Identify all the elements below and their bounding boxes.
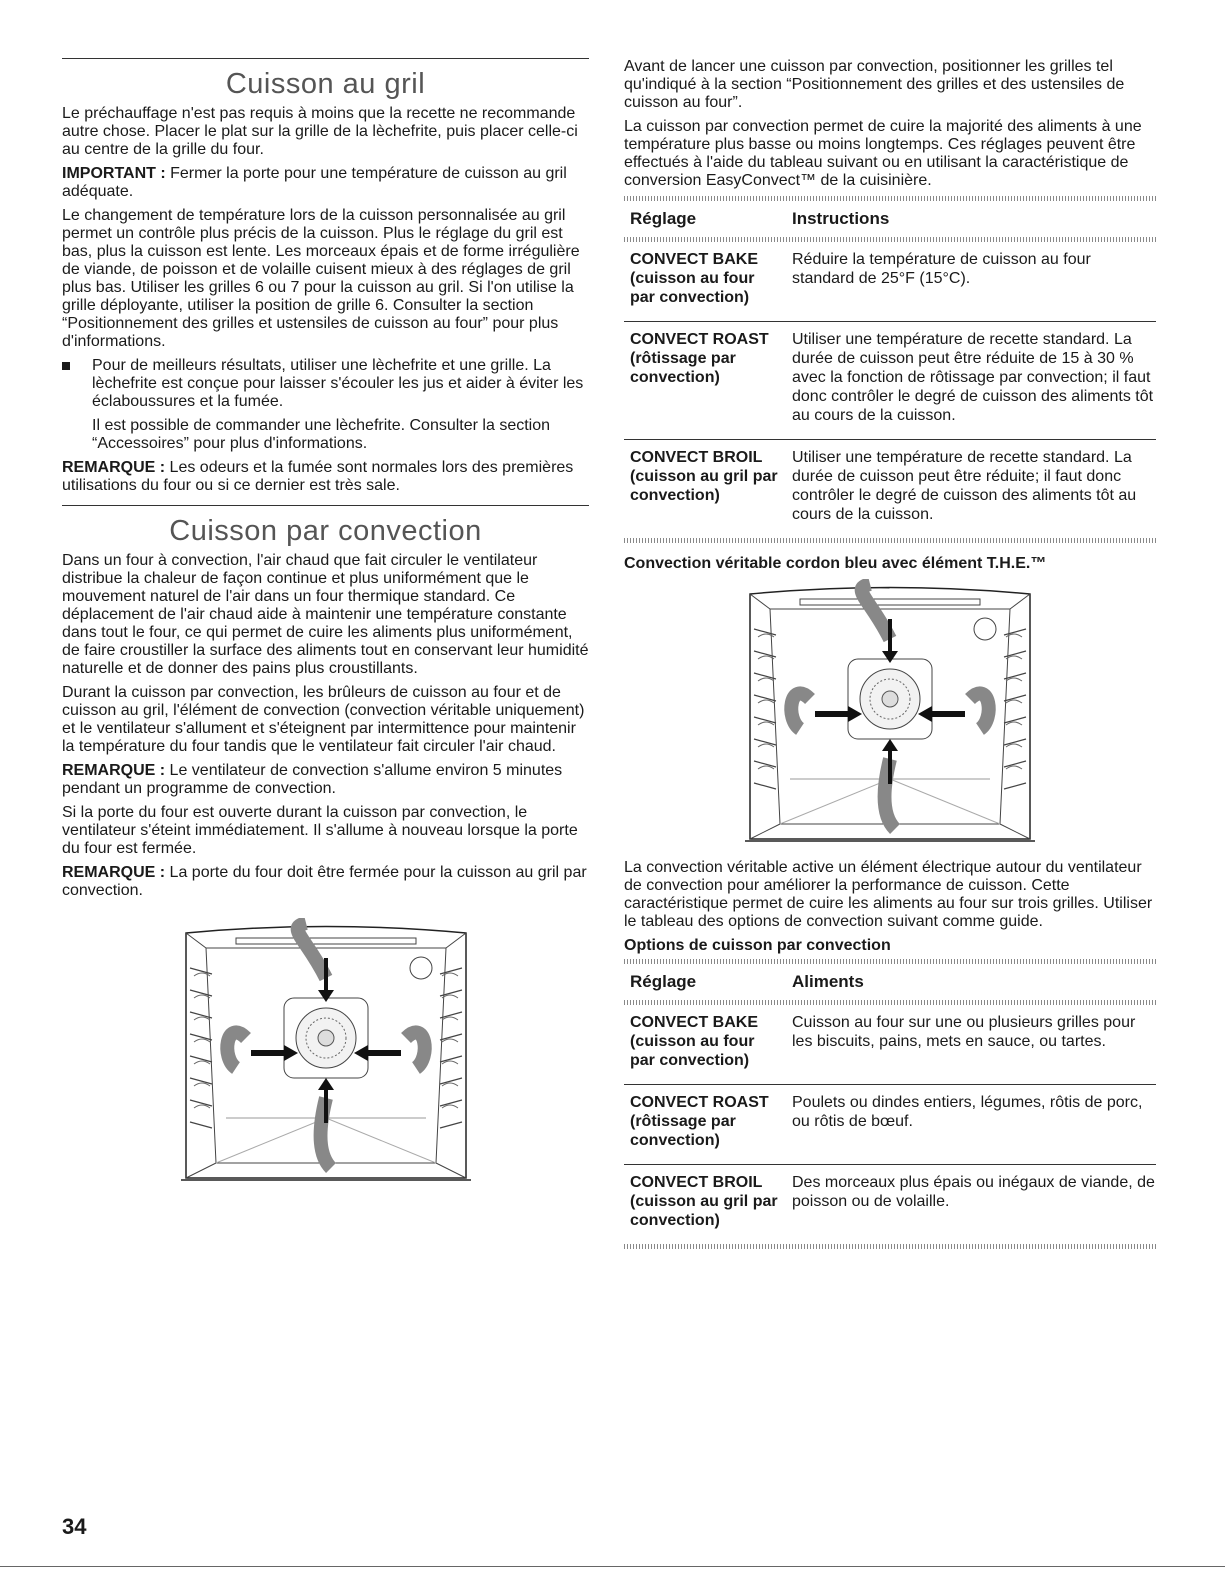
section-divider [62,58,589,59]
instruction-cell: Utiliser une température de recette standard. La durée de cuisson peut être réduite de 15 à 30 % avec la fonction de rôtissage par convection; il faut donc contrôler le degré de cuisson des aliments tôt au cours de la cuisson. [786,322,1156,440]
convection-remark-2 [62,864,589,900]
broil-indent-note: Il est possible de commander une lèchefrite. Consulter la section “Accessoires” pour plus d'informations. [92,417,551,452]
table-row [624,1165,1156,1245]
remark-label: REMARQUE : [62,762,166,779]
table-row [624,440,1156,539]
foods-cell: Des morceaux plus épais ou inégaux de viande, de poisson ou de volaille. [786,1165,1156,1245]
foods-cell: Cuisson au four sur une ou plusieurs grilles pour les biscuits, pains, mets en sauce, ou tartes. [792,1014,1136,1050]
right-paragraph-1: Avant de lancer une cuisson par convection, positionner les grilles tel qu'indiqué à la section “Positionnement des grilles et des ustensiles de cuisson au four”. [624,58,1125,111]
table-row [624,322,1156,440]
section-divider [62,505,589,506]
table-header-foods: Aliments [792,972,864,991]
setting-cell: CONVECT BROIL (cuisson au gril par convection) [624,1165,786,1245]
broil-bullet [62,357,589,411]
remark-label: REMARQUE : [62,459,166,476]
remark-text: Le ventilateur de convection s'allume environ 5 minutes pendant un programme de convection. [62,762,563,797]
convection-paragraph-1: Dans un four à convection, l'air chaud que fait circuler le ventilateur distribue la chaleur de façon continue et plus uniformément que le mouvement naturel de l'air dans un four thermique standard. Ce déplacement de l'air chaud aide à maintenir une température constante dans tout le four, ce qui permet de cuire les aliments plus uniformément, de faire croustiller la surface des aliments tout en conservant leur humidité naturelle et de donner des pains plus croustillants. [62,552,589,677]
table-bottom-hatch [624,1244,1156,1249]
setting-cell: CONVECT BAKE (cuisson au four par convection) [630,251,759,306]
table-bottom-hatch [624,538,1156,543]
convection-remark-1 [62,762,589,798]
setting-cell: CONVECT ROAST (rôtissage par convection) [624,1085,786,1165]
table-row [624,1005,1156,1085]
setting-cell: CONVECT BAKE (cuisson au four par convection) [630,1014,759,1069]
left-column [62,58,589,1188]
right-paragraph-2: La cuisson par convection permet de cuire la majorité des aliments à une température plus basse ou moins longtemps. Ces réglages peuvent être effectués à l'aide du tableau suivant ou en utilisant la caractéristique de conversion EasyConvect™ de la cuisinière. [624,118,1142,189]
table-header-row [624,201,1156,237]
instruction-cell: Réduire la température de cuisson au four standard de 25°F (15°C). [792,251,1091,287]
setting-cell: CONVECT BROIL (cuisson au gril par convection) [624,440,786,539]
page-bottom-rule [0,1566,1225,1567]
broil-remark [62,459,589,495]
convection-paragraph-3: Si la porte du four est ouverte durant la cuisson par convection, le ventilateur s'éteint immédiatement. Il s'allume à nouveau lorsque la porte du four est fermée. [62,804,578,857]
options-heading: Options de cuisson par convection [624,937,891,954]
true-convection-paragraph: La convection véritable active un élément électrique autour du ventilateur de convection pour améliorer la performance de cuisson. Cette caractéristique permet de cuire les aliments au four sur trois grilles. Utiliser le tableau des options de convection suivant comme guide. [624,859,1153,930]
important-label: IMPORTANT : [62,165,166,182]
instruction-cell: Utiliser une température de recette standard. La durée de cuisson peut être réduite; il faut donc contrôler le degré de cuisson des aliments tôt au cours de la cuisson. [786,440,1156,539]
remark-text: La porte du four doit être fermée pour la cuisson au gril par convection. [62,864,587,899]
broil-paragraph-1: Le préchauffage n'est pas requis à moins que la recette ne recommande autre chose. Placer le plat sur la grille de la lèchefrite, puis placer celle-ci au centre de la grille du four. [62,105,578,158]
table-header-setting: Réglage [630,209,697,228]
right-column [624,58,1156,1249]
bullet-square-icon [62,362,70,370]
broil-important [62,165,589,201]
true-convection-heading: Convection véritable cordon bleu avec élément T.H.E.™ [624,555,1047,572]
convection-settings-table [624,201,1156,538]
remark-label: REMARQUE : [62,864,166,881]
convection-paragraph-2: Durant la cuisson par convection, les brûleurs de cuisson au four et de cuisson au gril, l'élément de convection (convection véritable uniquement) et le ventilateur s'allument et s'éteignent par intermittence pour maintenir la température du four tandis que le ventilateur fait circuler l'air chaud. [62,684,585,755]
table-header-setting: Réglage [630,972,697,991]
setting-cell: CONVECT ROAST (rôtissage par convection) [624,322,786,440]
broil-paragraph-2: Le changement de température lors de la cuisson personnalisée au gril permet un contrôle plus précis de la cuisson. Plus le réglage du gril est bas, plus la cuisson est lente. Les morceaux épais et de forme irrégulière de viande, de poisson et de volaille cuisent mieux à des réglages de gril plus bas. Utiliser les grilles 6 ou 7 pour la cuisson au gril. Si l'on utilise la grille déployante, utiliser la position de grille 6. Consulter la section “Positionnement des grilles et ustensiles de cuisson au four” pour plus d'informations. [62,207,580,350]
broil-bullet-text: Pour de meilleurs résultats, utiliser une lèchefrite et une grille. La lèchefrite est conçue pour laisser s'écouler les jus et aider à éviter les éclaboussures et la fumée. [92,357,584,410]
table-header-row [624,964,1156,1000]
convection-options-table [624,964,1156,1244]
true-convection-oven-illustration [730,579,1050,849]
important-text: Fermer la porte pour une température de cuisson au gril adéquate. [62,165,567,200]
remark-text: Les odeurs et la fumée sont normales lors des premières utilisations du four ou si ce dernier est très sale. [62,459,574,494]
table-row [624,1085,1156,1165]
page-number: 34 [62,1514,87,1539]
convection-oven-illustration [166,918,486,1188]
table-row [624,242,1156,322]
broil-heading: Cuisson au gril [225,68,426,100]
foods-cell: Poulets ou dindes entiers, légumes, rôtis de porc, ou rôtis de bœuf. [786,1085,1156,1165]
table-header-instructions: Instructions [792,209,890,228]
convection-heading: Cuisson par convection [169,515,482,547]
